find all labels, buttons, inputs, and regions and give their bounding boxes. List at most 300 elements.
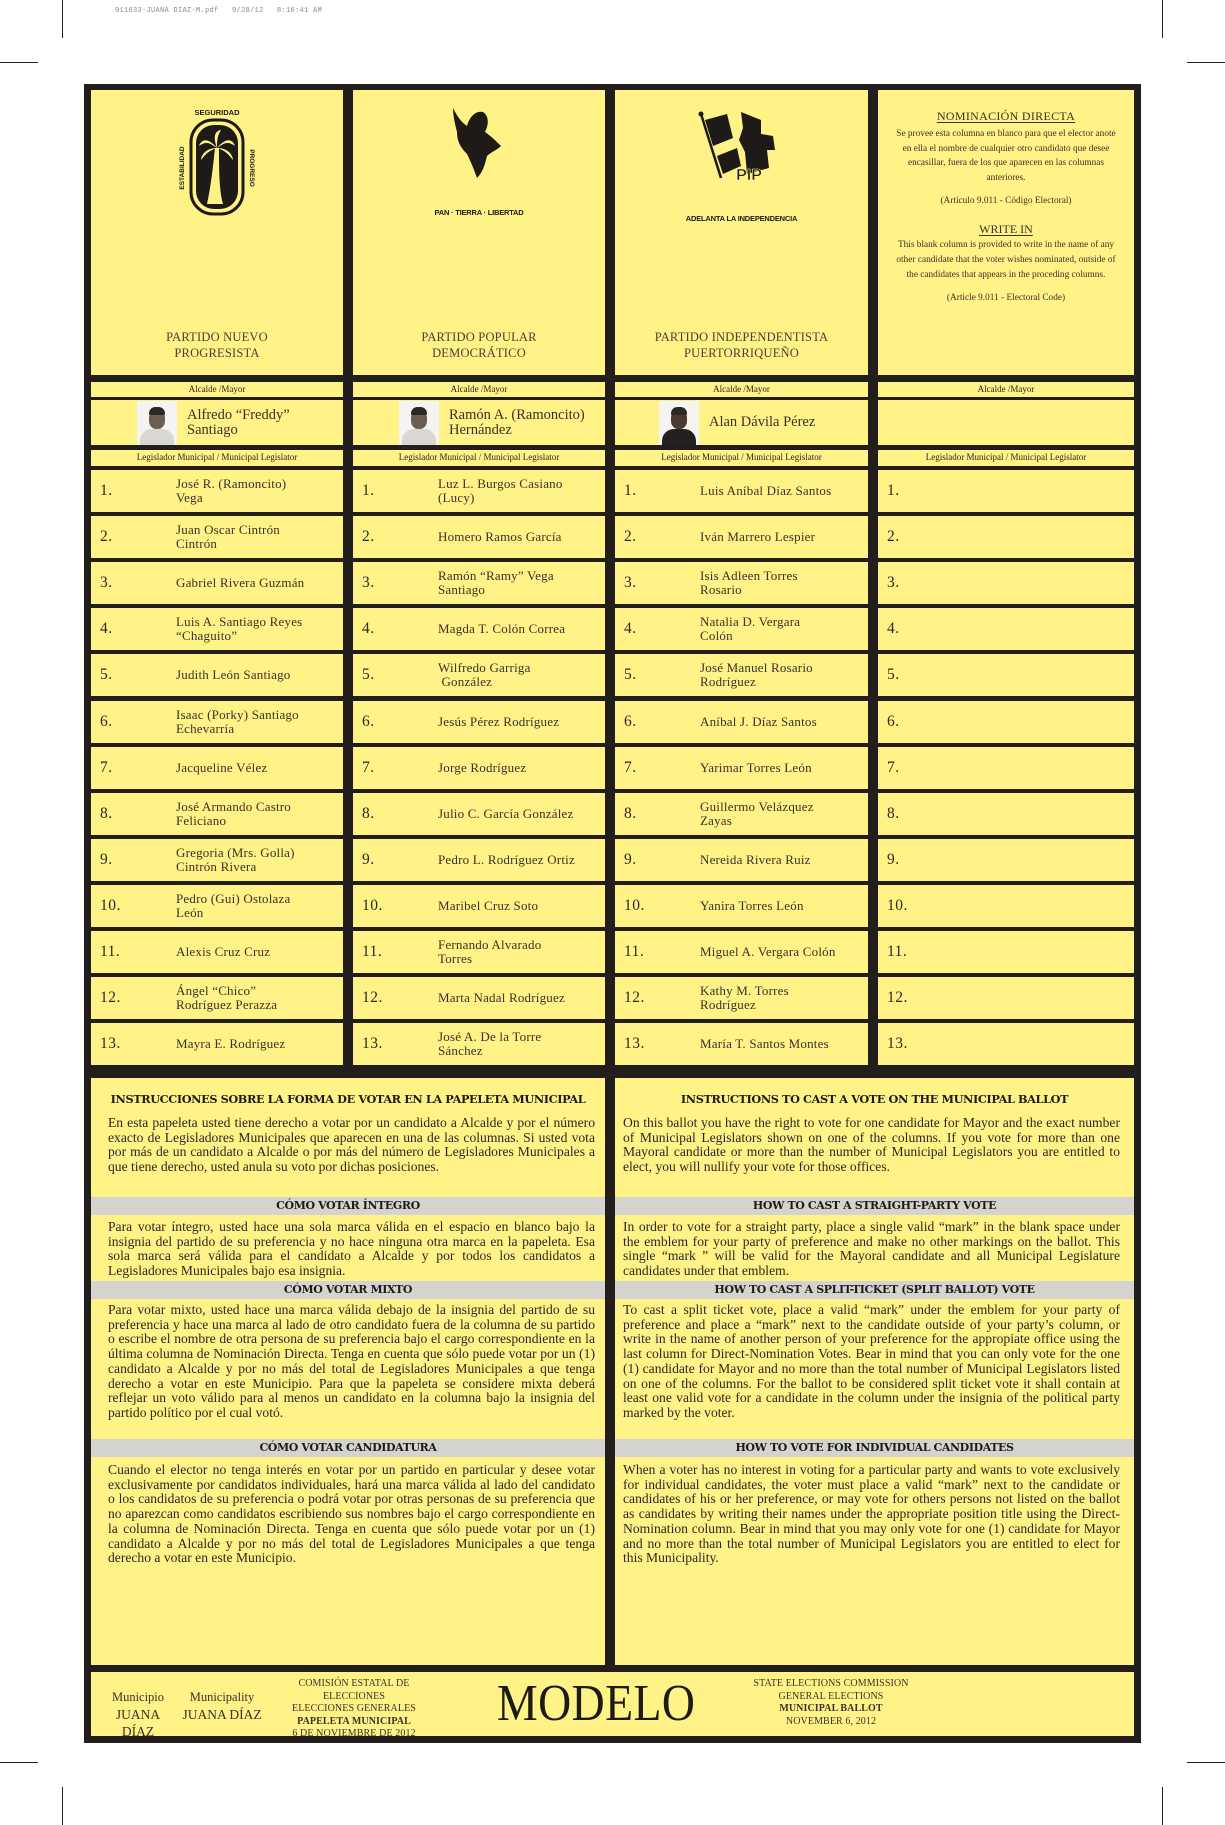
write-in-text-en: This blank column is provided to write in the name of any other candidate that the voter wishes nominated, outside of the candidates that appears in the proceding columns.	[896, 240, 1116, 280]
candidate-name-line: Pedro L. Rodríguez Ortiz	[438, 852, 575, 867]
commission-en	[746, 1678, 916, 1728]
legislator-candidate[interactable]	[91, 516, 343, 558]
emblem-mark: PIP	[735, 167, 762, 184]
ballot-position-number: 9.	[100, 851, 113, 868]
candidate-name	[700, 761, 812, 775]
ballot-position-number: 4.	[624, 620, 637, 637]
ballot	[84, 84, 1141, 1743]
legislator-candidate[interactable]	[91, 977, 343, 1019]
footer-line: ELECCIONES GENERALES	[292, 1703, 416, 1714]
candidate-name	[700, 1037, 829, 1051]
ballot-position-number: 7.	[887, 759, 900, 776]
candidate-name-line: Natalia D. Vergara	[700, 614, 801, 629]
ballot-position-number: 10.	[100, 897, 121, 914]
candidate-name-line: González	[438, 674, 493, 689]
candidate-name-line: María T. Santos Montes	[700, 1036, 829, 1051]
ballot-position-number: 4.	[887, 620, 900, 637]
party-header-ppd[interactable]	[353, 90, 605, 375]
candidate-name	[438, 853, 575, 867]
candidate-name-line: Yanira Torres León	[700, 898, 804, 913]
municipio-block	[100, 1689, 176, 1740]
crop-mark	[1162, 1787, 1163, 1825]
legislator-candidate[interactable]	[353, 654, 605, 696]
candidate-name-line: Hernández	[449, 421, 512, 438]
palm-tree-emblem-icon	[177, 106, 257, 216]
legislator-row	[615, 701, 868, 743]
candidate-name	[700, 661, 813, 689]
ballot-position-number: 1.	[887, 482, 900, 499]
ballot-position-number: 7.	[624, 759, 637, 776]
ballot-position-number: 6.	[100, 713, 113, 730]
candidate-name-line: Ángel “Chico”	[176, 983, 257, 998]
candidate-name-line: Pedro (Gui) Ostolaza	[176, 891, 291, 906]
legislator-row	[353, 793, 605, 835]
office-label: Legislador Municipal / Municipal Legislator	[615, 450, 868, 466]
write-in-title-en: WRITE IN	[979, 222, 1033, 237]
legislator-write-in[interactable]	[878, 793, 1134, 835]
candidate-name	[176, 668, 291, 682]
party-name-line: PARTIDO INDEPENDENTISTA	[654, 330, 829, 344]
ballot-position-number: 1.	[362, 482, 375, 499]
candidate-name-line: José A. De la Torre	[438, 1029, 542, 1044]
legislator-candidate[interactable]	[615, 516, 868, 558]
candidate-name	[700, 569, 798, 597]
ballot-position-number: 12.	[362, 989, 383, 1006]
legislator-candidate[interactable]	[353, 562, 605, 604]
ballot-position-number: 3.	[887, 574, 900, 591]
legislator-row	[878, 562, 1134, 604]
candidate-name-line: (Lucy)	[438, 490, 475, 505]
candidate-name-line: Cintrón Rivera	[176, 859, 257, 874]
candidate-name-line: Santiago	[187, 421, 238, 438]
candidate-name	[438, 715, 559, 729]
candidate-name-line: Miguel A. Vergara Colón	[700, 944, 836, 959]
legislator-row	[878, 931, 1134, 973]
candidate-name	[176, 1037, 285, 1051]
ballot-position-number: 4.	[362, 620, 375, 637]
candidate-name	[449, 408, 585, 438]
legislator-candidate[interactable]	[91, 608, 343, 650]
legislator-row	[615, 608, 868, 650]
legislator-candidate[interactable]	[615, 470, 868, 512]
section-heading: CÓMO VOTAR MIXTO	[91, 1281, 605, 1299]
legislator-row	[91, 701, 343, 743]
legislator-candidate[interactable]	[91, 885, 343, 927]
legislator-row	[615, 516, 868, 558]
ballot-position-number: 7.	[362, 759, 375, 776]
section-text: Cuando el elector no tenga interés en votar por un partido en particular y desee votar exclusivamente por candidatos individuales, hará una marca válida al lado del candidato o los candidatos de su preferencia o podrá votar por otras personas de su preferencia que no aparezcan como candidatos escribiendo sus nombres bajo el cargo correspondiente en la columna de Nominación Directa. Tenga en cuenta que sólo puede votar por un (1) candidato a Alcalde y por no más del total de Legisladores Municipales a que tenga derecho a votar en este Municipio.	[108, 1462, 595, 1566]
candidate-name-line: Fernando Alvarado	[438, 937, 542, 952]
candidate-name	[709, 415, 815, 430]
crop-mark	[0, 1762, 38, 1763]
candidate-name-line: Gregoria (Mrs. Golla)	[176, 845, 295, 860]
candidate-name-line: Sánchez	[438, 1043, 483, 1058]
legislator-row	[91, 654, 343, 696]
legislator-row	[91, 885, 343, 927]
candidate-name-line: Alexis Cruz Cruz	[176, 944, 271, 959]
candidate-name	[438, 761, 526, 775]
ballot-position-number: 12.	[100, 989, 121, 1006]
legislator-candidate[interactable]	[615, 885, 868, 927]
section-text: To cast a split ticket vote, place a valid “mark” under the emblem for your party of preference and place a “mark” next to the candidate outside of your party’s column, or write in the name of another person of your preference for the appropiate office using the last column for Direct-Nomination Votes. Bear in mind that you can only vote for the one (1) candidate for Mayor and no more than the total number of Municipal Legislators listed on one of the columns. For the ballot to be considered split ticket vote it shall contain at least one valid vote for a candidate in the column under the insignia of the political party marked by the voter.	[623, 1302, 1120, 1420]
jibaro-pava-emblem-icon	[439, 102, 519, 202]
party-header-pip[interactable]	[615, 90, 868, 375]
candidate-name	[438, 569, 554, 597]
ballot-footer	[91, 1672, 1134, 1739]
legislator-candidate[interactable]	[615, 701, 868, 743]
ballot-position-number: 6.	[887, 713, 900, 730]
candidate-photo	[137, 401, 177, 445]
legislator-row	[353, 516, 605, 558]
candidate-name	[176, 523, 280, 551]
legislator-candidate[interactable]	[615, 1023, 868, 1065]
ballot-position-number: 6.	[362, 713, 375, 730]
crop-mark	[1162, 0, 1163, 38]
candidate-name-line: “Chaguito”	[176, 628, 238, 643]
legislator-candidate[interactable]	[615, 977, 868, 1019]
legislator-write-in[interactable]	[878, 747, 1134, 789]
instructions-es	[91, 1078, 605, 1665]
legislator-candidate[interactable]	[353, 931, 605, 973]
footer-line: COMISIÓN ESTATAL DE ELECCIONES	[298, 1678, 410, 1702]
candidate-name-line: José Armando Castro	[176, 799, 292, 814]
ballot-position-number: 11.	[624, 943, 645, 960]
legislator-row	[878, 885, 1134, 927]
party-name	[615, 329, 868, 361]
legislator-row	[615, 747, 868, 789]
candidate-name-line: Wilfredo Garriga	[438, 660, 531, 675]
ballot-position-number: 4.	[100, 620, 113, 637]
legislator-row	[878, 977, 1134, 1019]
office-label: Legislador Municipal / Municipal Legislator	[353, 450, 605, 466]
ballot-position-number: 10.	[362, 897, 383, 914]
candidate-name	[438, 622, 565, 636]
municipality-label: Municipality	[189, 1690, 255, 1704]
crop-mark	[62, 1787, 63, 1825]
legislator-row	[615, 562, 868, 604]
candidate-name-line: Guillermo Velázquez	[700, 799, 814, 814]
legislator-row	[878, 1023, 1134, 1065]
candidate-name-line: Luis Aníbal Díaz Santos	[700, 483, 832, 498]
candidate-name-line: José R. (Ramoncito)	[176, 476, 287, 491]
emblem-word-right: PROGRESO	[248, 149, 255, 187]
candidate-name	[176, 800, 291, 828]
legislator-row	[91, 977, 343, 1019]
legislator-candidate[interactable]	[353, 1023, 605, 1065]
party-name-line: PARTIDO POPULAR	[421, 330, 537, 344]
section-heading: HOW TO VOTE FOR INDIVIDUAL CANDIDATES	[615, 1439, 1134, 1457]
crop-mark	[62, 0, 63, 38]
candidate-name	[700, 984, 789, 1012]
municipality-value: JUANA DÍAZ	[182, 1707, 262, 1722]
section-text: Para votar mixto, usted hace una marca válida debajo de la insignia del partido de su preferencia y hace una marca al lado de otro candidato fuera de la columna de su partido o escribe el nombre de otra persona de su preferencia bajo el cargo correspondiente en la última columna de Nominación Directa. Tenga en cuenta que sólo puede votar por un (1) candidato a Alcalde y por no más del total de Legisladores Municipales a que tenga derecho a votar en este Municipio. Para que la papeleta se considere mixta deberá reflejar un voto válido para al menos un candidato en la columna bajo la insignia del partido político por el cual votó.	[108, 1302, 595, 1420]
candidate-name	[438, 938, 541, 966]
legislator-row	[91, 839, 343, 881]
party-name	[91, 329, 343, 361]
legislator-row	[353, 977, 605, 1019]
legislator-candidate[interactable]	[91, 839, 343, 881]
ballot-position-number: 12.	[624, 989, 645, 1006]
legislator-write-in[interactable]	[878, 1023, 1134, 1065]
ballot-position-number: 8.	[887, 805, 900, 822]
candidate-name-line: Jesús Pérez Rodríguez	[438, 714, 560, 729]
instructions-title: INSTRUCTIONS TO CAST A VOTE ON THE MUNICIPAL BALLOT	[680, 1092, 1069, 1106]
footer-line: 6 DE NOVIEMBRE DE 2012	[292, 1728, 416, 1739]
legislator-candidate[interactable]	[91, 654, 343, 696]
candidate-name-line: Magda T. Colón Correa	[438, 621, 566, 636]
ballot-position-number: 11.	[100, 943, 121, 960]
legislator-write-in[interactable]	[878, 977, 1134, 1019]
legislator-candidate[interactable]	[615, 654, 868, 696]
candidate-name	[176, 477, 286, 505]
legislator-row	[91, 470, 343, 512]
party-name	[353, 329, 605, 361]
legislator-write-in[interactable]	[878, 839, 1134, 881]
legislator-candidate[interactable]	[91, 747, 343, 789]
party-name-line: PUERTORRIQUEÑO	[683, 346, 800, 360]
mayor-candidate[interactable]	[615, 400, 868, 445]
municipality-block	[181, 1689, 263, 1723]
instructions-en	[615, 1078, 1134, 1665]
office-label: Alcalde /Mayor	[615, 382, 868, 397]
candidate-name	[438, 477, 563, 505]
mayor-candidate[interactable]	[353, 400, 605, 445]
legislator-candidate[interactable]	[615, 562, 868, 604]
legislator-candidate[interactable]	[353, 977, 605, 1019]
legislator-row	[91, 747, 343, 789]
ballot-position-number: 2.	[100, 528, 113, 545]
instructions-intro: En esta papeleta usted tiene derecho a votar por un candidato a Alcalde y por el número exacto de Legisladores Municipales que aparecen en una de las columnas. Si usted vota por más de un candidato a Alcalde o por más del número de Legisladores Municipales a que tiene derecho, usted anula su voto por dichas posiciones.	[108, 1115, 595, 1175]
candidate-name	[176, 945, 270, 959]
legislator-candidate[interactable]	[353, 885, 605, 927]
candidate-name-line: Ramón A. (Ramoncito)	[449, 406, 585, 423]
ballot-position-number: 13.	[887, 1035, 908, 1052]
candidate-name-line: Nereida Rivera Ruiz	[700, 852, 811, 867]
legislator-row	[878, 701, 1134, 743]
legislator-candidate[interactable]	[353, 516, 605, 558]
candidate-name-line: Marta Nadal Rodríguez	[438, 990, 565, 1005]
footer-line: MUNICIPAL BALLOT	[779, 1703, 883, 1714]
candidate-name-line: Iván Marrero Lespier	[700, 529, 816, 544]
ballot-position-number: 13.	[624, 1035, 645, 1052]
party-name-line: DEMOCRÁTICO	[432, 346, 526, 360]
legislator-write-in[interactable]	[878, 470, 1134, 512]
ballot-position-number: 11.	[362, 943, 383, 960]
ballot-position-number: 2.	[362, 528, 375, 545]
legislator-row	[353, 885, 605, 927]
ballot-position-number: 8.	[100, 805, 113, 822]
write-in-text-es: Se provee esta columna en blanco para que el elector anote en ella el nombre de cualquier otro candidato que desee encasillar, fuera de los que aparecen en las columnas anteriores.	[896, 129, 1116, 183]
legislator-row	[615, 839, 868, 881]
candidate-name-line: Echevarría	[176, 721, 235, 736]
candidate-name	[438, 899, 538, 913]
candidate-photo	[659, 401, 699, 445]
candidate-name-line: Judith León Santiago	[176, 667, 291, 682]
office-label: Alcalde /Mayor	[91, 382, 343, 397]
legislator-row	[878, 793, 1134, 835]
modelo-stamp: MODELO	[497, 1675, 696, 1732]
candidate-name	[700, 484, 831, 498]
office-label: Alcalde /Mayor	[353, 382, 605, 397]
candidate-name-line: Alan Dávila Pérez	[709, 414, 816, 430]
party-name-line: PARTIDO NUEVO	[166, 330, 268, 344]
legislator-row	[353, 701, 605, 743]
ballot-position-number: 1.	[624, 482, 637, 499]
legislator-write-in[interactable]	[878, 516, 1134, 558]
legislator-row	[353, 931, 605, 973]
candidate-name-line: Isis Adleen Torres	[700, 568, 798, 583]
write-in-header[interactable]	[878, 90, 1134, 375]
office-label: Alcalde /Mayor	[878, 382, 1134, 397]
legislator-row	[91, 931, 343, 973]
legislator-row	[878, 839, 1134, 881]
candidate-name	[700, 530, 815, 544]
candidate-name-line: Mayra E. Rodríguez	[176, 1036, 286, 1051]
legislator-row	[878, 654, 1134, 696]
legislator-candidate[interactable]	[353, 839, 605, 881]
legislator-candidate[interactable]	[91, 931, 343, 973]
emblem-caption: PAN · TIERRA · LIBERTAD	[434, 208, 524, 217]
mayor-write-in[interactable]	[878, 400, 1134, 445]
candidate-name	[700, 853, 811, 867]
legislator-write-in[interactable]	[878, 562, 1134, 604]
legislator-row	[353, 470, 605, 512]
legislator-write-in[interactable]	[878, 608, 1134, 650]
section-text: Para votar íntegro, usted hace una sola marca válida en el espacio en blanco bajo la insignia del partido de su preferencia y no hace ninguna otra marca en la papeleta. Esa sola marca será válida para el candidato a Alcalde y por todos los candidatos a Legisladores Municipales bajo esa insignia.	[108, 1219, 595, 1279]
legislator-row	[353, 839, 605, 881]
legislator-candidate[interactable]	[91, 793, 343, 835]
legislator-candidate[interactable]	[615, 608, 868, 650]
write-in-article-en: (Article 9.011 - Electoral Code)	[946, 293, 1066, 304]
legislator-candidate[interactable]	[91, 701, 343, 743]
legislator-candidate[interactable]	[91, 1023, 343, 1065]
legislator-write-in[interactable]	[878, 931, 1134, 973]
candidate-name-line: Juan Oscar Cintrón	[176, 522, 280, 537]
ballot-position-number: 13.	[100, 1035, 121, 1052]
ballot-position-number: 12.	[887, 989, 908, 1006]
legislator-row	[878, 470, 1134, 512]
candidate-name	[700, 899, 804, 913]
candidate-name-line: Rodríguez Perazza	[176, 997, 278, 1012]
ballot-position-number: 2.	[887, 528, 900, 545]
legislator-row	[353, 608, 605, 650]
party-name-line: PROGRESISTA	[174, 346, 260, 360]
legislator-write-in[interactable]	[878, 654, 1134, 696]
legislator-row	[91, 608, 343, 650]
ballot-position-number: 5.	[624, 666, 637, 683]
legislator-row	[878, 516, 1134, 558]
candidate-name-line: Torres	[438, 951, 473, 966]
section-text: When a voter has no interest in voting for a particular party and wants to vote exclusively for individual candidates, the voter must place a valid “mark” next to the candidate or candidates of his or her preference, or may vote for others persons not listed on the ballot as candidates by writing their names under the appropriate position title using the Direct-Nomination column. Bear in mind that you may only vote for one (1) candidate for Mayor and no more than the total number of Municipal Legislators you are entitled to elect for this Municipality.	[623, 1462, 1120, 1566]
candidate-name	[438, 530, 562, 544]
footer-line: PAPELETA MUNICIPAL	[297, 1715, 411, 1727]
candidate-name-line: Julio C. García González	[438, 806, 574, 821]
legislator-candidate[interactable]	[615, 747, 868, 789]
candidate-name	[700, 800, 814, 828]
candidate-name-line: Ramón “Ramy” Vega	[438, 568, 554, 583]
instructions-title: INSTRUCCIONES SOBRE LA FORMA DE VOTAR EN LA PAPELETA MUNICIPAL	[110, 1092, 586, 1106]
legislator-row	[615, 793, 868, 835]
candidate-name-line: Feliciano	[176, 813, 227, 828]
instructions-intro: On this ballot you have the right to vote for one candidate for Mayor and the exact number of Municipal Legislators shown on one of the columns. If you vote for more than one Mayoral candidate or more than the number of Municipal Legislators you are entitled to elect, you will nullify your vote for those offices.	[623, 1115, 1120, 1175]
ballot-position-number: 3.	[624, 574, 637, 591]
write-in-title-es: NOMINACIÓN DIRECTA	[936, 109, 1076, 123]
crop-mark	[1187, 1762, 1225, 1763]
ballot-position-number: 9.	[362, 851, 375, 868]
candidate-name-line: Jorge Rodríguez	[438, 760, 527, 775]
legislator-candidate[interactable]	[353, 701, 605, 743]
candidate-name-line: Zayas	[700, 813, 733, 828]
candidate-name-line: Santiago	[438, 582, 486, 597]
office-label: Legislador Municipal / Municipal Legislator	[878, 450, 1134, 466]
section-heading: CÓMO VOTAR CANDIDATURA	[91, 1439, 605, 1457]
ballot-position-number: 11.	[887, 943, 908, 960]
legislator-candidate[interactable]	[615, 793, 868, 835]
legislator-row	[353, 1023, 605, 1065]
section-text: In order to vote for a straight party, place a single valid “mark” in the blank space under the emblem for your party of preference and make no other markings on the ballot. This single “mark ” will be valid for the Mayoral candidate and all Municipal Legislature candidates under that emblem.	[623, 1219, 1120, 1279]
section-heading: HOW TO CAST A SPLIT-TICKET (SPLIT BALLOT) VOTE	[615, 1281, 1134, 1299]
ballot-position-number: 10.	[624, 897, 645, 914]
legislator-candidate[interactable]	[353, 747, 605, 789]
candidate-name	[176, 984, 277, 1012]
candidate-name-line: Cintrón	[176, 536, 218, 551]
legislator-write-in[interactable]	[878, 885, 1134, 927]
candidate-name-line: Jacqueline Vélez	[176, 760, 268, 775]
legislator-row	[91, 562, 343, 604]
candidate-name	[700, 715, 817, 729]
legislator-candidate[interactable]	[615, 931, 868, 973]
emblem-caption: ADELANTA LA INDEPENDENCIA	[685, 214, 798, 223]
legislator-candidate[interactable]	[91, 562, 343, 604]
candidate-name	[700, 615, 800, 643]
ballot-position-number: 8.	[624, 805, 637, 822]
legislator-row	[615, 470, 868, 512]
legislator-candidate[interactable]	[353, 793, 605, 835]
candidate-name-line: Rosario	[700, 582, 742, 597]
legislator-candidate[interactable]	[353, 470, 605, 512]
ballot-position-number: 5.	[100, 666, 113, 683]
emblem-word-left: ESTABILIDAD	[179, 146, 186, 190]
candidate-name-line: Maribel Cruz Soto	[438, 898, 539, 913]
ballot-position-number: 1.	[100, 482, 113, 499]
legislator-row	[353, 747, 605, 789]
legislator-row	[91, 516, 343, 558]
legislator-row	[353, 654, 605, 696]
legislator-row	[615, 1023, 868, 1065]
candidate-name-line: Rodríguez	[700, 674, 756, 689]
candidate-name-line: Isaac (Porky) Santiago	[176, 707, 299, 722]
candidate-name-line: José Manuel Rosario	[700, 660, 813, 675]
legislator-write-in[interactable]	[878, 701, 1134, 743]
candidate-photo	[399, 401, 439, 445]
ballot-position-number: 5.	[887, 666, 900, 683]
candidate-name-line: Alfredo “Freddy”	[187, 406, 290, 423]
write-in-article-es: (Artículo 9.011 - Código Electoral)	[940, 196, 1072, 207]
party-header-pnp[interactable]	[91, 90, 343, 375]
candidate-name	[438, 991, 565, 1005]
ballot-position-number: 8.	[362, 805, 375, 822]
legislator-row	[615, 931, 868, 973]
legislator-row	[615, 885, 868, 927]
legislator-candidate[interactable]	[91, 470, 343, 512]
candidate-name	[176, 761, 267, 775]
legislator-candidate[interactable]	[615, 839, 868, 881]
legislator-candidate[interactable]	[353, 608, 605, 650]
candidate-name	[176, 576, 304, 590]
candidate-name-line: Rodríguez	[700, 997, 756, 1012]
mayor-candidate[interactable]	[91, 400, 343, 445]
candidate-name	[176, 708, 299, 736]
